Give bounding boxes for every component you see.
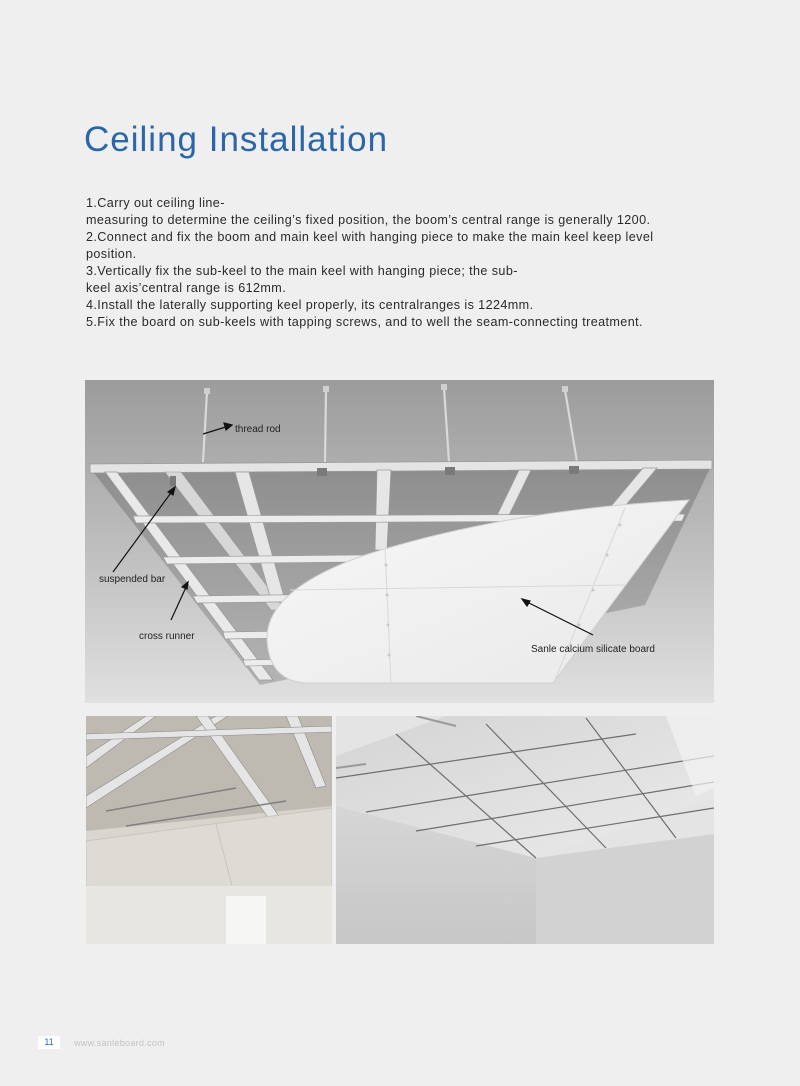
step-line: 3.Vertically fix the sub-keel to the main keel with hanging piece; the sub- bbox=[86, 264, 518, 278]
website-url: www.sanleboard.com bbox=[74, 1037, 165, 1048]
step-line: keel axis’central range is 612mm. bbox=[86, 281, 287, 295]
label-thread-rod: thread rod bbox=[235, 424, 281, 435]
page-title: Ceiling Installation bbox=[84, 120, 389, 159]
step-line: 4.Install the laterally supporting keel properly, its centralranges is 1224mm. bbox=[86, 298, 534, 312]
step-line: position. bbox=[86, 247, 137, 261]
label-board: Sanle calcium silicate board bbox=[531, 644, 655, 655]
label-cross-runner: cross runner bbox=[139, 631, 195, 642]
page-number: 11 bbox=[38, 1036, 60, 1049]
installation-photo-left bbox=[86, 716, 332, 944]
installation-steps bbox=[86, 195, 726, 331]
step-line: 2.Connect and fix the boom and main keel with hanging piece to make the main keel keep level bbox=[86, 230, 654, 244]
ceiling-structure-diagram bbox=[85, 380, 714, 703]
step-line: 5.Fix the board on sub-keels with tapping screws, and to well the seam-connecting treatment. bbox=[86, 315, 643, 329]
page-footer bbox=[38, 1036, 165, 1049]
step-line: measuring to determine the ceiling’s fixed position, the boom’s central range is generally 1200. bbox=[86, 213, 651, 227]
installation-photo-right bbox=[336, 716, 714, 944]
label-suspended-bar: suspended bar bbox=[99, 574, 166, 585]
step-line: 1.Carry out ceiling line- bbox=[86, 196, 225, 210]
